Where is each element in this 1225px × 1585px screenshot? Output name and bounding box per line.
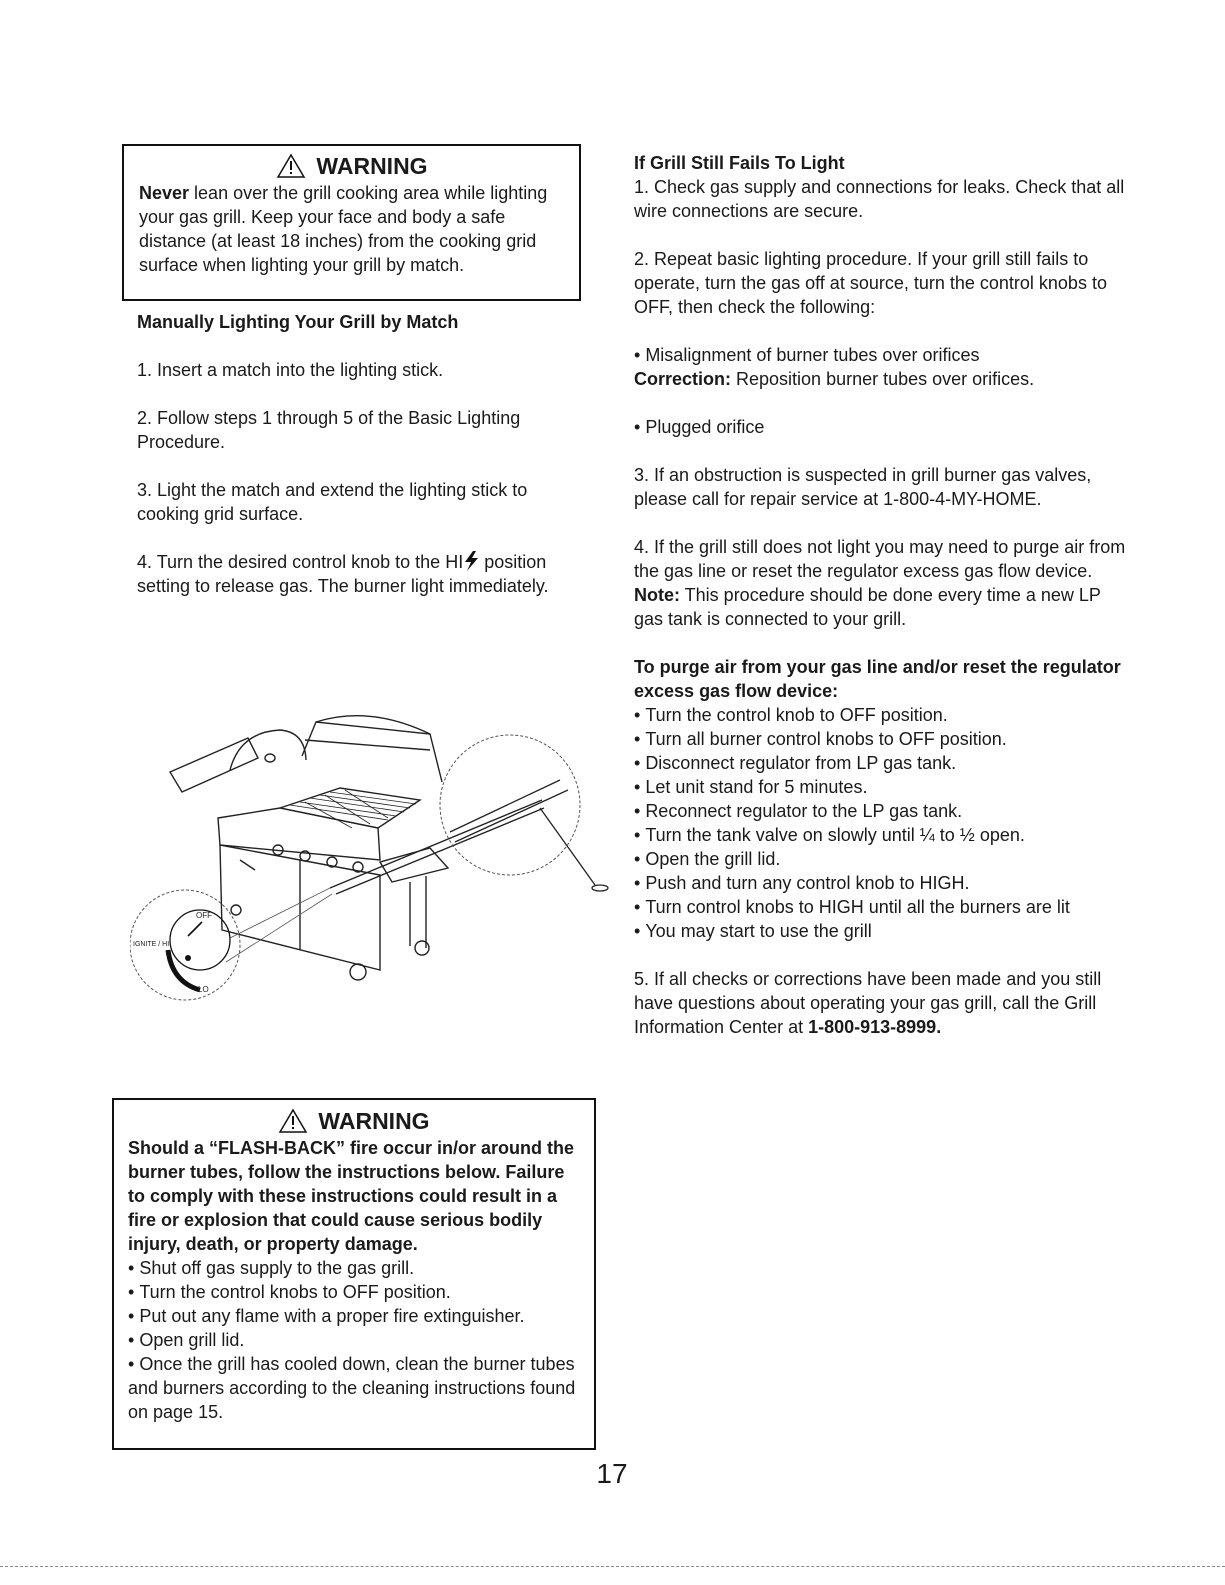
purge-list xyxy=(634,703,1134,943)
list-item: • Open grill lid. xyxy=(128,1328,580,1352)
phone-number: 1-800-913-8999. xyxy=(808,1017,942,1037)
list-item: • Turn the control knobs to OFF position. xyxy=(128,1280,580,1304)
fails-correction: Correction: Reposition burner tubes over orifices. xyxy=(634,369,1035,389)
fails-step-5: 5. If all checks or corrections have been made and you still have questions about operating your gas grill, call the Grill Information Center at 1-800-913-8999. xyxy=(634,969,1102,1037)
list-item: • Open the grill lid. xyxy=(634,847,1134,871)
fails-step-1: 1. Check gas supply and connections for leaks. Check that all wire connections are secure. xyxy=(634,177,1125,221)
list-item: • Let unit stand for 5 minutes. xyxy=(634,775,1134,799)
warning-box-flashback xyxy=(112,1098,596,1450)
warning-title: WARNING xyxy=(128,1108,580,1134)
list-item: • Shut off gas supply to the gas grill. xyxy=(128,1256,580,1280)
warning-box-lighting xyxy=(122,144,581,301)
fails-step-3: 3. If an obstruction is suspected in grill burner gas valves, please call for repair service at 1-800-4-MY-HOME. xyxy=(634,465,1092,509)
manual-step-2: 2. Follow steps 1 through 5 of the Basic Lighting Procedure. xyxy=(137,408,521,452)
warning-lead: Never xyxy=(139,183,190,203)
grill-illustration xyxy=(130,700,620,1020)
manual-lighting-heading: Manually Lighting Your Grill by Match xyxy=(137,312,459,332)
warning-triangle-icon xyxy=(276,153,306,179)
list-item: • Turn the control knob to OFF position. xyxy=(634,703,1134,727)
fails-bullet-plugged: • Plugged orifice xyxy=(634,415,1134,439)
knob-lo-label: LO xyxy=(198,985,209,994)
page-number: 17 xyxy=(596,1458,628,1489)
manual-step-1: 1. Insert a match into the lighting stick. xyxy=(137,360,444,380)
list-item: • You may start to use the grill xyxy=(634,919,1134,943)
warning-triangle-icon xyxy=(278,1108,308,1134)
lightning-bolt-icon xyxy=(463,551,479,571)
warning-title: WARNING xyxy=(139,153,565,179)
fails-to-light-section xyxy=(634,151,1134,1039)
purge-heading: To purge air from your gas line and/or reset the regulator excess gas flow device: xyxy=(634,657,1121,701)
manual-step-4: 4. Turn the desired control knob to the HI position setting to release gas. The burner light immediately. xyxy=(137,552,549,596)
manual-step-3: 3. Light the match and extend the lighting stick to cooking grid surface. xyxy=(137,480,528,524)
list-item: • Push and turn any control knob to HIGH. xyxy=(634,871,1134,895)
knob-off-label: OFF xyxy=(196,911,212,920)
list-item: • Once the grill has cooled down, clean the burner tubes and burners according to the cleaning instructions found on page 15. xyxy=(128,1352,580,1424)
page-bottom-rule xyxy=(0,1566,1225,1567)
list-item: • Turn the tank valve on slowly until ¼ to ½ open. xyxy=(634,823,1134,847)
fails-step-4: 4. If the grill still does not light you may need to purge air from the gas line or reset the regulator excess gas flow device. Note: This procedure should be done every time a new LP gas tank is connected to your grill. xyxy=(634,537,1126,629)
list-item: • Turn control knobs to HIGH until all the burners are lit xyxy=(634,895,1134,919)
list-item: • Turn all burner control knobs to OFF position. xyxy=(634,727,1134,751)
fails-bullet-misalignment: • Misalignment of burner tubes over orifices xyxy=(634,343,1134,367)
fails-step-2: 2. Repeat basic lighting procedure. If your grill still fails to operate, turn the gas off at source, turn the control knobs to OFF, then check the following: xyxy=(634,249,1107,317)
knob-ignite-label: IGNITE / HI xyxy=(133,941,170,948)
manual-lighting-section xyxy=(137,310,577,598)
fails-heading: If Grill Still Fails To Light xyxy=(634,153,845,173)
flashback-warning-text: Should a “FLASH-BACK” fire occur in/or around the burner tubes, follow the instructions below. Failure to comply with these instructions could result in a fire or explosion that could cause serious bodily injury, death, or property damage. xyxy=(128,1138,575,1254)
list-item: • Put out any flame with a proper fire extinguisher. xyxy=(128,1304,580,1328)
list-item: • Reconnect regulator to the LP gas tank. xyxy=(634,799,1134,823)
list-item: • Disconnect regulator from LP gas tank. xyxy=(634,751,1134,775)
warning-text: Never lean over the grill cooking area while lighting your gas grill. Keep your face and body a safe distance (at least 18 inches) from the cooking grid surface when lighting your grill by match. xyxy=(139,183,548,275)
flashback-steps xyxy=(128,1256,580,1424)
